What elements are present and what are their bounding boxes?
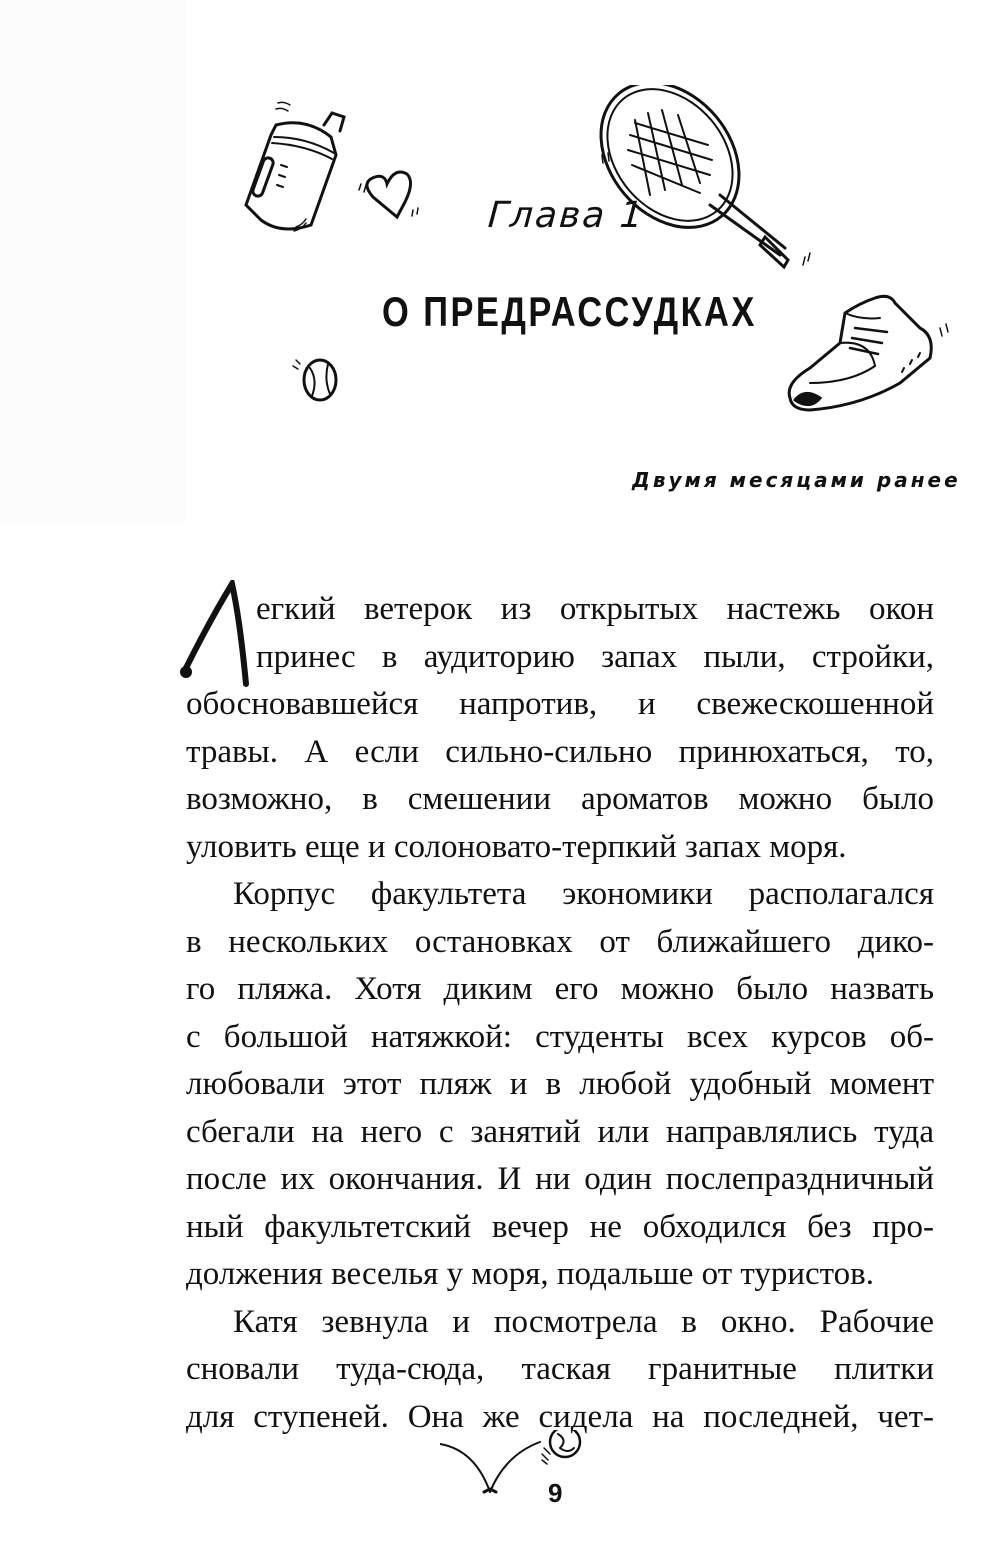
tennis-ball-icon (288, 350, 348, 410)
paragraph-3 (186, 1299, 934, 1442)
text-line: для ступеней. Она же сидела на последней, чет- (186, 1398, 934, 1435)
sneaker-icon (780, 288, 960, 418)
text-line: егкий ветерок из открытых настежь окон (256, 591, 934, 627)
text-line: после их окончания. И ни один послепраздничный (186, 1161, 934, 1197)
text-line: в нескольких остановках от ближайшего дико- (186, 923, 934, 960)
chapter-epigraph: Двумя месяцами ранее (632, 468, 961, 492)
paragraph-1 (186, 586, 934, 871)
text-line: принес в аудиторию запах пыли, стройки, (256, 638, 934, 675)
bouncing-ball-icon (440, 1430, 590, 1500)
paragraph-2 (186, 871, 934, 1299)
text-line: возможно, в смешении ароматов можно было (186, 781, 934, 817)
page-number: 9 (548, 1478, 563, 1508)
text-line: любовали этот пляж и в любой удобный момент (186, 1066, 934, 1102)
text-line: травы. А если сильно-сильно принюхаться, то, (186, 733, 934, 770)
drop-cap-letter (180, 580, 250, 690)
chapter-title: О ПРЕДРАССУДКАХ (382, 288, 757, 335)
text-line: уловить еще и солоновато-терпкий запах моря. (186, 828, 847, 865)
shaker-bottle-icon (236, 95, 366, 235)
text-line: с большой натяжкой: студенты всех курсов об- (186, 1018, 934, 1055)
text-line: Корпус факультета экономики располагался (233, 876, 934, 912)
text-line: обосновавшейся напротив, и свежескошенной (186, 686, 934, 722)
text-line: должения веселья у моря, подальше от туристов. (186, 1256, 875, 1292)
text-line: го пляжа. Хотя диким его можно было назвать (186, 971, 934, 1007)
text-line: Катя зевнула и посмотрела в окно. Рабочие (233, 1303, 934, 1340)
body-text (186, 586, 934, 1441)
heart-icon (355, 162, 425, 222)
chapter-label: Глава 1 (486, 195, 647, 236)
scan-margin-shade (0, 0, 185, 525)
tennis-racket-icon (590, 85, 820, 275)
text-line: сновали туда-сюда, таская гранитные плитки (186, 1351, 934, 1387)
text-line: ный факультетский вечер не обходился без про- (186, 1208, 934, 1245)
text-line: сбегали на него с занятий или направлялись туда (186, 1113, 934, 1150)
